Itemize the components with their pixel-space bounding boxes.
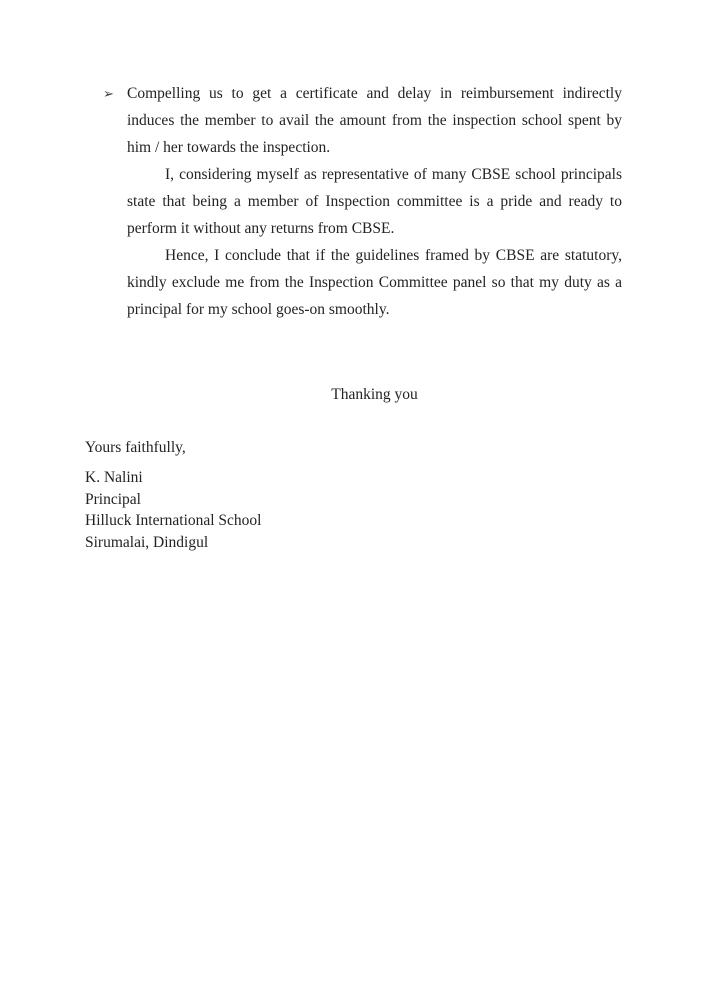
paragraph-conclusion: Hence, I conclude that if the guidelines framed by CBSE are statutory, kindly exclude me from the Inspection Committee panel so that my duty as a principal for my school goes-on smoothly. [127,247,622,318]
valediction: Yours faithfully, [85,439,186,456]
signature-name: K. Nalini [85,469,143,486]
signature-block [85,467,622,553]
signature-title: Principal [85,490,141,508]
letter-body [85,80,622,553]
paragraph-representative-statement: I, considering myself as representative of many CBSE school principals state that being a member of Inspection committee is a pride and ready to perform it without any returns from CBSE. [127,166,622,237]
closing-thanking-you: Thanking you [331,386,418,403]
bullet-list-item [103,80,622,161]
signature-school: Hilluck International School [85,512,262,529]
arrowhead-bullet-icon: ➢ [103,86,114,101]
signature-location: Sirumalai, Dindigul [85,533,209,551]
bullet-item-text: Compelling us to get a certificate and delay in reimbursement indirectly induces the member to avail the amount from the inspection school spent by him / her towards the inspection. [127,85,622,156]
